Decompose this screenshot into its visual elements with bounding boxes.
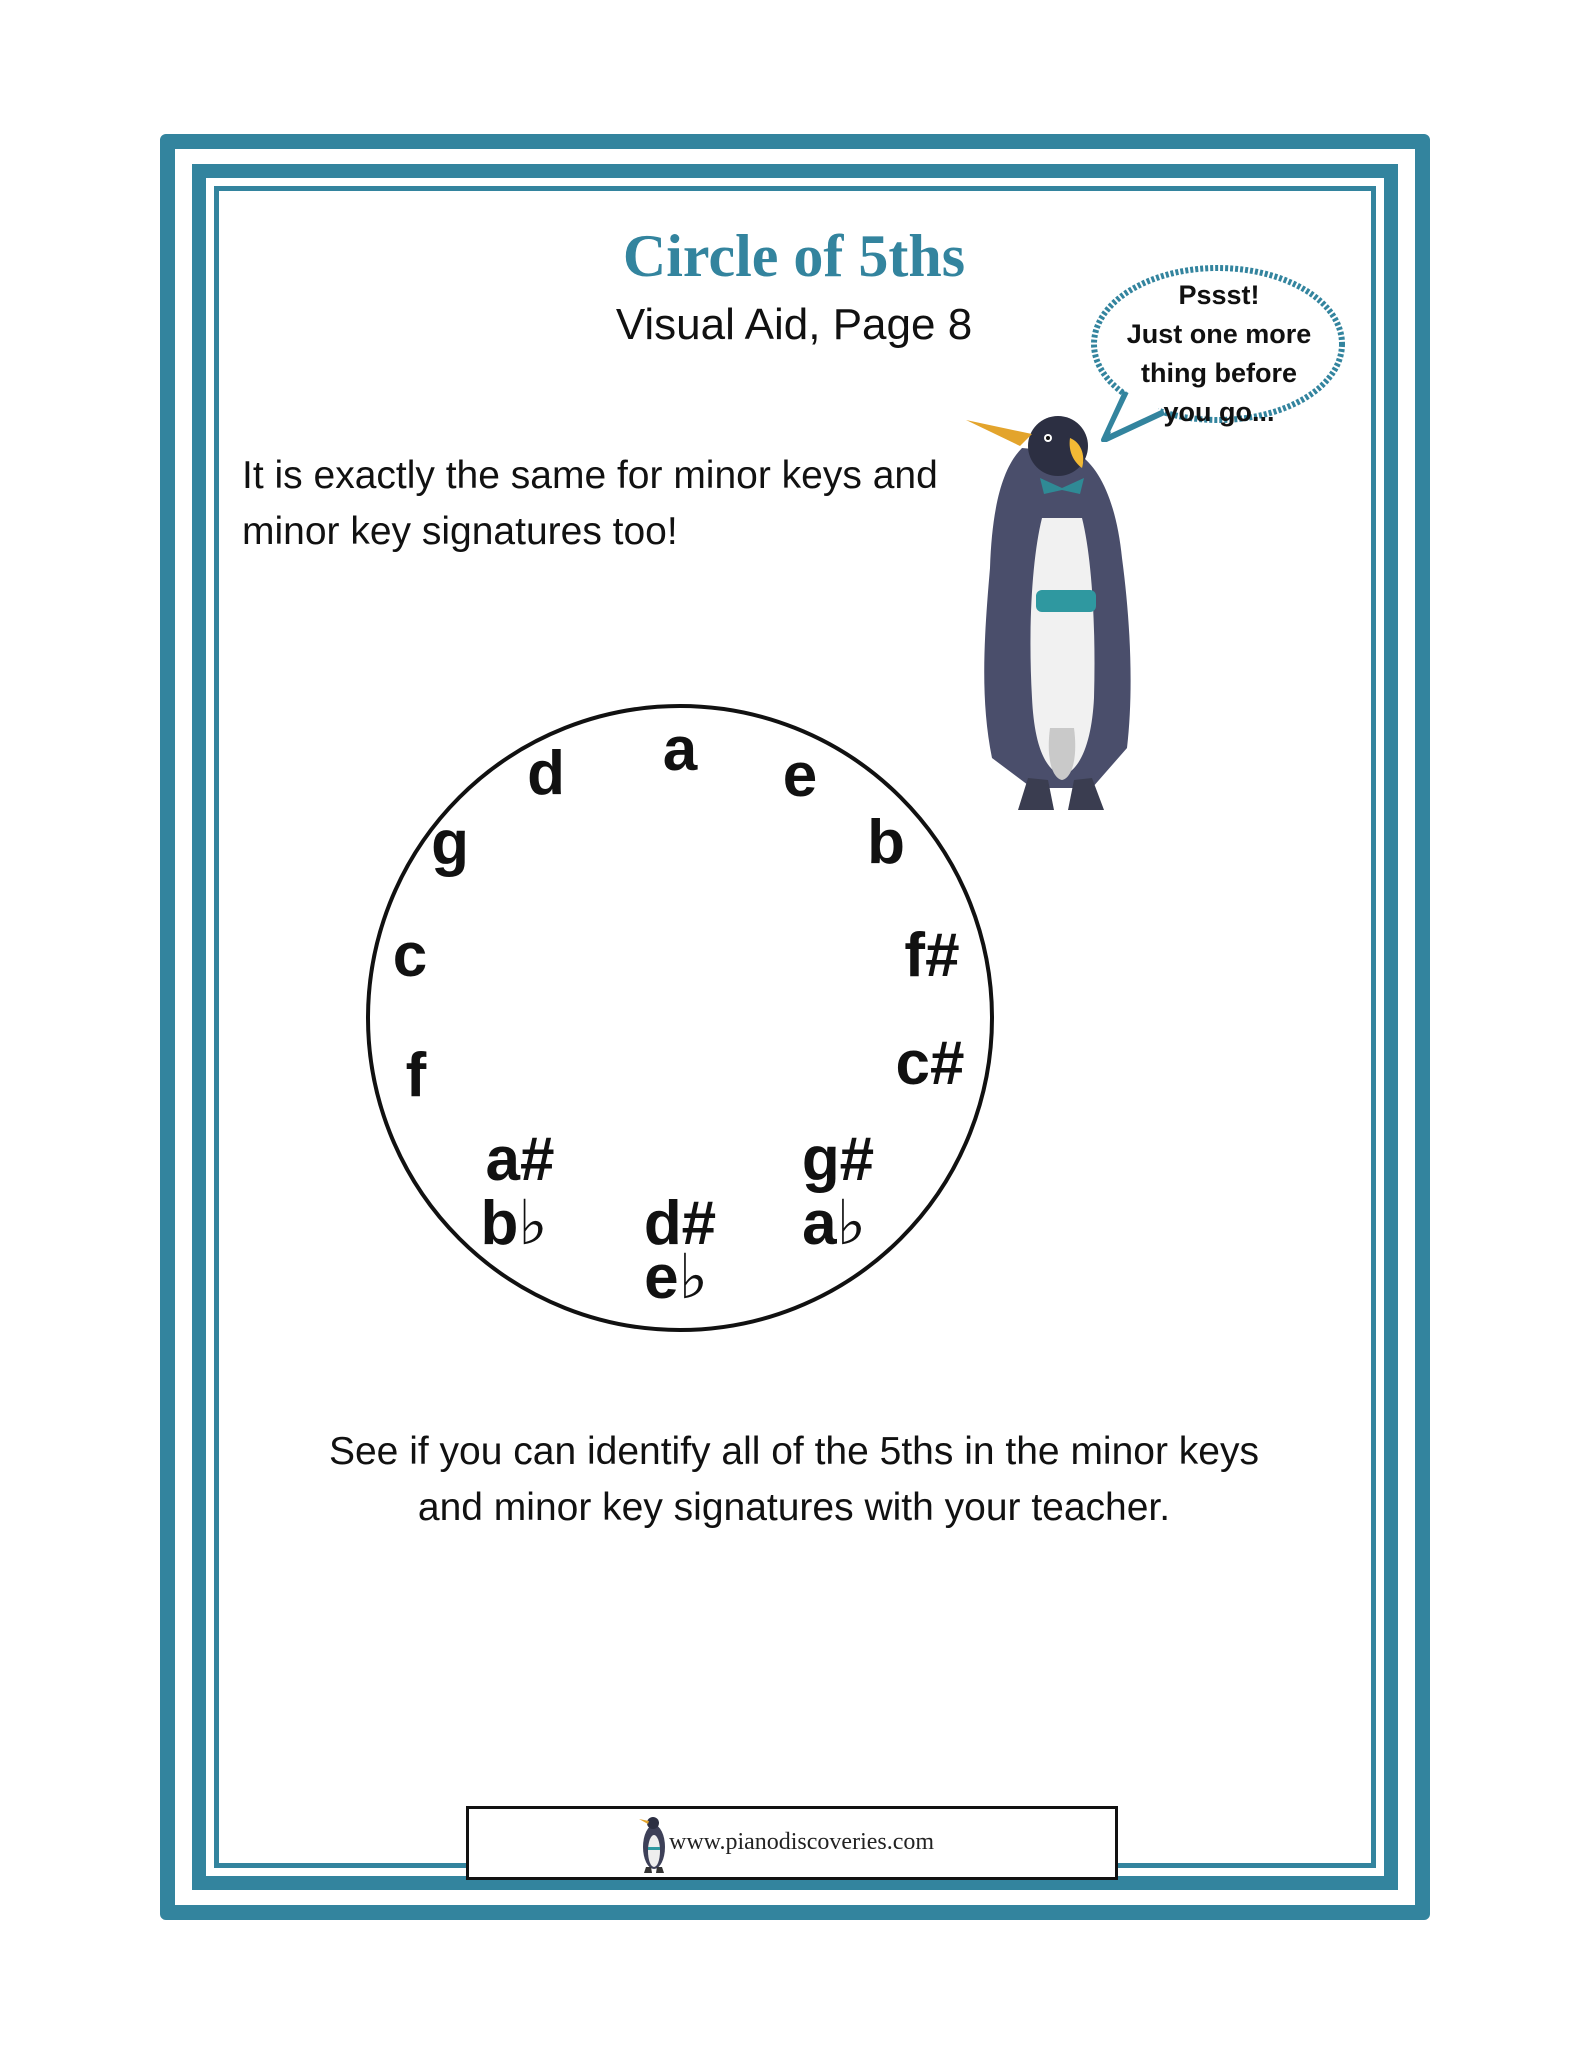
note-e: e (782, 741, 818, 810)
note-g-sharp: g# (801, 1125, 875, 1194)
note-f: f (405, 1041, 427, 1110)
note-c-sharp: c# (895, 1029, 965, 1098)
note-a-flat: a♭ (802, 1189, 866, 1258)
note-c: c (392, 921, 428, 990)
note-a-sharp: a# (485, 1125, 555, 1194)
page-subtitle: Visual Aid, Page 8 (615, 300, 973, 349)
bubble-line-4: you go... (1163, 397, 1275, 427)
footer-box (466, 1806, 1118, 1880)
intro-line-2: minor key signatures too! (242, 510, 678, 553)
penguin-logo-icon (637, 1813, 671, 1875)
note-b: b (867, 808, 905, 877)
bubble-line-2: Just one more (1126, 319, 1312, 349)
note-d-sharp: d# (643, 1189, 717, 1258)
note-g: g (431, 809, 469, 878)
bubble-line-3: thing before (1141, 358, 1297, 388)
intro-line-1: It is exactly the same for minor keys and (242, 454, 938, 497)
closing-line-2: and minor key signatures with your teacher. (417, 1486, 1171, 1529)
circle-of-fifths-diagram (340, 700, 1020, 1360)
closing-line-1: See if you can identify all of the 5ths in the minor keys (328, 1430, 1259, 1473)
closing-paragraph (0, 1424, 1588, 1536)
note-d: d (527, 739, 565, 808)
note-e-flat: e♭ (644, 1243, 708, 1312)
bubble-line-1: Pssst! (1178, 280, 1260, 310)
footer-url[interactable]: www.pianodiscoveries.com (669, 1829, 935, 1855)
intro-paragraph (242, 448, 1022, 560)
note-f-sharp: f# (904, 921, 960, 990)
note-b-flat: b♭ (480, 1189, 548, 1258)
note-a: a (662, 715, 698, 784)
page-title: Circle of 5ths (622, 223, 966, 289)
